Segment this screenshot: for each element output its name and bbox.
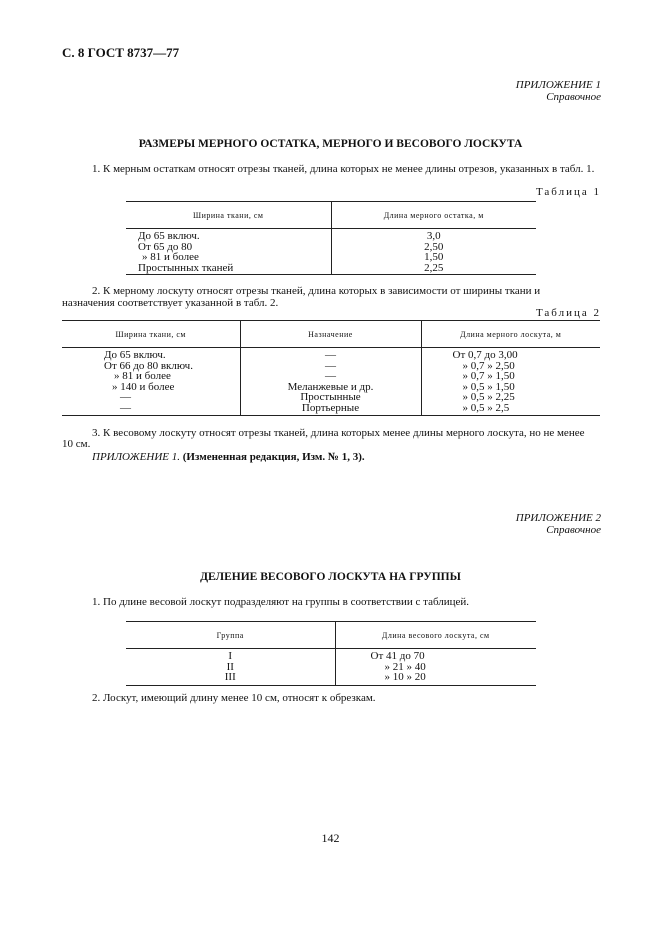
appendix-1-title: РАЗМЕРЫ МЕРНОГО ОСТАТКА, МЕРНОГО И ВЕСОВОГО ЛОСКУТА — [138, 138, 523, 150]
appendix-1-sublabel: Справочное — [546, 91, 601, 103]
table-1-caption: Таблица 1 — [535, 186, 601, 198]
table-cell: » 0,5 » 2,25 — [421, 392, 600, 403]
table-cell: Простынных тканей — [138, 261, 234, 274]
appendix-2-paragraph-1: 1. По длине весовой лоскут подразделяют на группы в соответствии с таблицей. — [92, 596, 470, 608]
groups-table-header-row — [126, 622, 536, 649]
table-cell: Простынные — [240, 392, 421, 403]
appendix-2-label: ПРИЛОЖЕНИЕ 2 — [515, 512, 601, 524]
table-2-header-length: Длина мерного лоскута, м — [421, 321, 600, 348]
groups-table-header-length: Длина весового лоскута, см — [335, 622, 536, 649]
amendment-note-reference: ПРИЛОЖЕНИЕ 1. — [92, 451, 180, 463]
table-cell: — — [240, 371, 421, 382]
table-cell: От 66 до 80 включ. — [104, 359, 193, 372]
table-cell: До 65 включ. — [104, 349, 166, 361]
table-cell: — — [120, 401, 131, 414]
appendix-1-label-block — [516, 79, 601, 103]
table-cell: — — [240, 361, 421, 372]
table-1-header-row — [126, 202, 536, 229]
appendix-1-paragraph-3-line-2: 10 см. — [62, 438, 91, 450]
appendix-1-label: ПРИЛОЖЕНИЕ 1 — [515, 79, 601, 91]
document-header: С. 8 ГОСТ 8737—77 — [62, 45, 180, 60]
table-2-header-row — [62, 321, 600, 348]
table-row — [126, 252, 536, 263]
appendix-2-title: ДЕЛЕНИЕ ВЕСОВОГО ЛОСКУТА НА ГРУППЫ — [200, 571, 461, 583]
table-cell: I — [228, 650, 233, 662]
appendix-2-sublabel: Справочное — [546, 524, 601, 536]
table-row — [126, 229, 536, 242]
table-cell: От 65 до 80 — [138, 240, 193, 253]
table-cell: » 0,7 » 2,50 — [421, 361, 600, 372]
table-cell: » 81 и более — [114, 370, 171, 382]
table-2-header-width: Ширина ткани, см — [115, 329, 186, 339]
table-cell: » 0,5 » 2,5 — [421, 403, 600, 416]
table-cell: От 41 до 70 — [335, 649, 536, 662]
table-cell: Меланжевые и др. — [240, 382, 421, 393]
table-cell: 3,0 — [331, 229, 536, 242]
table-cell: 2,50 — [331, 242, 536, 253]
appendix-1-paragraph-1: 1. К мерным остаткам относят отрезы тканей, длина которых не менее длины отрезов, указанных в табл. 1. — [92, 163, 595, 175]
table-1 — [126, 201, 536, 275]
table-cell: От 0,7 до 3,00 — [421, 348, 600, 361]
table-cell: — — [120, 391, 131, 403]
table-2-header-purpose: Назначение — [240, 321, 421, 348]
table-cell: » 10 » 20 — [335, 672, 536, 685]
groups-table-header-group: Группа — [216, 630, 244, 640]
table-cell: » 81 и более — [142, 251, 199, 263]
table-row — [62, 348, 600, 361]
table-cell: II — [226, 660, 234, 673]
table-row — [62, 403, 600, 416]
table-2-caption: Таблица 2 — [535, 307, 601, 319]
table-cell: III — [224, 671, 236, 683]
appendix-1-paragraph-2-line-2: назначения соответствует указанной в табл. 2. — [62, 297, 279, 309]
table-cell: — — [240, 348, 421, 361]
table-row — [62, 392, 600, 403]
page-number: 142 — [321, 831, 340, 845]
appendix-2-paragraph-2: 2. Лоскут, имеющий длину менее 10 см, относят к обрезкам. — [92, 692, 376, 704]
table-cell: » 140 и более — [112, 380, 175, 393]
table-cell: 2,25 — [331, 263, 536, 275]
table-cell: Портьерные — [240, 403, 421, 416]
table-cell: До 65 включ. — [138, 230, 200, 242]
table-1-header-width: Ширина ткани, см — [193, 210, 264, 220]
table-1-header-length: Длина мерного остатка, м — [331, 202, 536, 229]
amendment-note-text: (Измененная редакция, Изм. № 1, 3). — [182, 451, 365, 463]
table-row — [126, 662, 536, 673]
appendix-2-label-block — [516, 512, 601, 536]
table-row — [126, 649, 536, 662]
appendix-1-amendment-note — [92, 451, 365, 464]
table-cell: 1,50 — [331, 252, 536, 263]
appendix-1-paragraph-2-line-1: 2. К мерному лоскуту относят отрезы тканей, длина которых в зависимости от ширины ткани и — [92, 285, 541, 297]
table-row — [126, 263, 536, 275]
table-2 — [62, 320, 600, 416]
table-row — [126, 672, 536, 685]
table-row — [62, 371, 600, 382]
table-cell: » 0,7 » 1,50 — [421, 371, 600, 382]
appendix-1-paragraph-3-line-1: 3. К весовому лоскуту относят отрезы тканей, длина которых менее длины мерного лоскута, но не менее — [92, 427, 585, 439]
groups-table — [126, 621, 536, 686]
table-cell: » 21 » 40 — [335, 662, 536, 673]
table-cell: » 0,5 » 1,50 — [421, 382, 600, 393]
